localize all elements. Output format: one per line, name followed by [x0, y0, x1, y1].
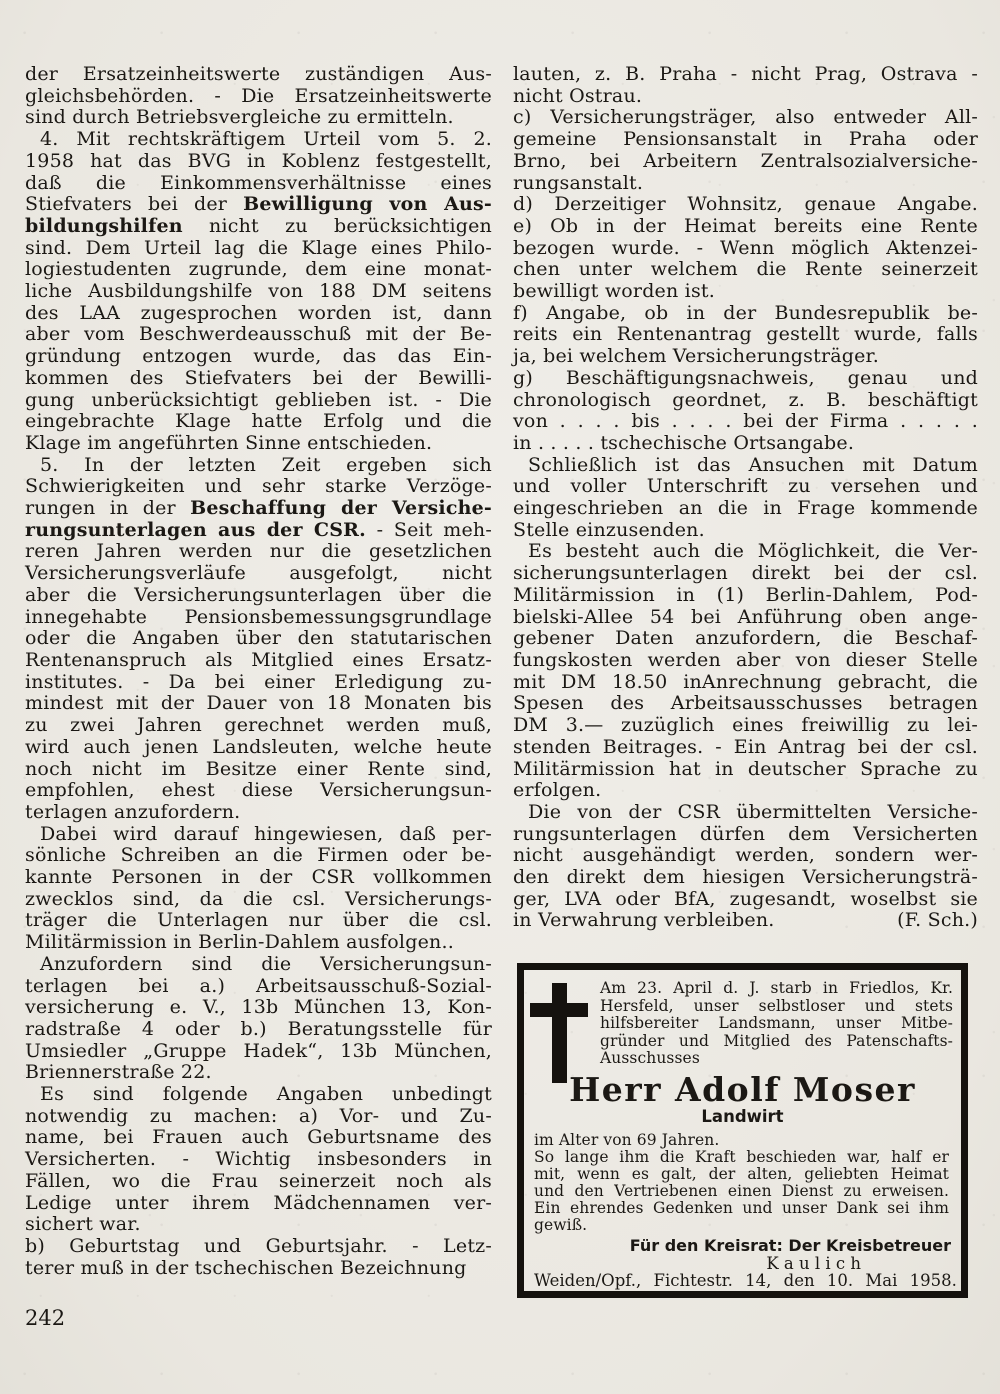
text-line: [25, 433, 492, 455]
text-line: [513, 585, 978, 607]
text-segment: nicht zu berücksichtigen: [182, 214, 492, 237]
bold-text-segment: bildungshilfen: [25, 214, 183, 237]
text-line: [513, 476, 978, 498]
text-line: [600, 1015, 953, 1033]
text-line: [600, 980, 953, 998]
text-line: [513, 910, 978, 932]
text-line: [25, 281, 492, 303]
text-segment: Es sind folgende Angaben unbedingt: [40, 1083, 492, 1106]
text-segment: liche Ausbildungshilfe von 188 DM seitens: [25, 280, 492, 303]
text-segment: Stelle einzusenden.: [513, 518, 705, 541]
text-line: [25, 997, 492, 1019]
text-segment: terlagen bei a.) Arbeitsausschuß-Sozial-: [25, 974, 492, 997]
text-segment: Militärmission in (1) Berlin-Dahlem, Pod-: [513, 583, 978, 606]
text-line: [513, 867, 978, 889]
text-line: [513, 693, 978, 715]
text-segment: So lange ihm die Kraft beschieden war, half er: [534, 1147, 949, 1166]
text-line: [513, 194, 978, 216]
obituary-notice: [517, 963, 968, 1298]
text-segment: e) Ob in der Heimat bereits eine Rente: [513, 214, 978, 237]
obituary-body: [534, 1132, 949, 1234]
signature-name: K a u l i c h: [766, 1253, 861, 1273]
text-line: [513, 650, 978, 672]
text-segment: ja, bei welchem Versicherungsträger.: [513, 345, 879, 368]
text-segment: Dabei wird darauf hingewiesen, daß per-: [40, 822, 492, 845]
text-segment: sichert war.: [25, 1213, 141, 1236]
text-line: [513, 64, 978, 86]
text-segment: Brno, bei Arbeitern Zentralsozialversiche-: [513, 149, 978, 172]
text-segment: in Verwahrung verbleiben.: [513, 909, 775, 932]
text-segment: der Ersatzeinheitswerte zuständigen Aus-: [25, 63, 492, 85]
text-segment: gründer und Mitglied des Patenschafts-: [600, 1031, 953, 1050]
text-segment: terlagen anzufordern.: [25, 800, 241, 823]
text-line: [534, 1149, 949, 1166]
text-line: [25, 954, 492, 976]
text-line: [534, 1183, 949, 1200]
text-segment: fungskosten werden aber von dieser Stelle: [513, 648, 978, 671]
text-line: [25, 455, 492, 477]
text-line: [25, 1214, 492, 1236]
text-line: [513, 607, 978, 629]
text-segment: gemeine Pensionsanstalt in Praha oder: [513, 128, 978, 151]
text-segment: Rentenanspruch als Mitglied eines Ersatz-: [25, 648, 492, 671]
bold-text-segment: rungsunterlagen aus der CSR.: [25, 518, 366, 541]
text-segment: aber vom Beschwerdeausschuß mit der Be-: [25, 323, 492, 346]
text-line: [534, 1217, 949, 1234]
text-segment: aber die Versicherungsunterlagen über die: [25, 583, 492, 606]
text-line: [513, 151, 978, 173]
text-line: [25, 107, 492, 129]
text-line: [513, 715, 978, 737]
text-segment: name, bei Frauen auch Geburtsname des: [25, 1126, 492, 1149]
text-line: [25, 1193, 492, 1215]
text-segment: im Alter von 69 Jahren.: [534, 1130, 720, 1149]
text-segment: rungsanstalt.: [513, 171, 644, 194]
text-segment: versicherung e. V., 13b München 13, Kon-: [25, 996, 492, 1019]
text-segment: erfolgen.: [513, 779, 602, 802]
text-line: [513, 86, 978, 108]
text-line: [25, 1127, 492, 1149]
page-number: 242: [25, 1306, 66, 1330]
text-segment: c) Versicherungsträger, also entweder All-: [513, 106, 978, 129]
text-segment: radstraße 4 oder b.) Beratungsstelle für: [25, 1017, 492, 1040]
text-segment: den direkt dem hiesigen Versicherungsträ-: [513, 866, 978, 889]
text-line: [25, 845, 492, 867]
text-line: [513, 845, 978, 867]
text-segment: terer muß in der tschechischen Bezeichnung: [25, 1256, 467, 1279]
text-line: [600, 1033, 953, 1051]
text-segment: rungen in der: [25, 497, 191, 520]
text-line: [25, 1258, 492, 1280]
text-line: [25, 1171, 492, 1193]
text-segment: und voller Unterschrift zu versehen und: [513, 475, 978, 498]
text-line: [25, 976, 492, 998]
text-segment: 5. In der letzten Zeit ergeben sich: [40, 453, 492, 476]
text-segment: Schwierigkeiten und sehr starke Verzöge-: [25, 475, 492, 498]
text-segment: sind durch Betriebsvergleiche zu ermitteln.: [25, 106, 454, 129]
text-segment: (F. Sch.): [897, 909, 978, 932]
text-segment: Klage im angeführten Sinne entschieden.: [25, 431, 433, 454]
text-line: [25, 672, 492, 694]
cross-horizontal-bar: [530, 1003, 588, 1017]
text-line: [534, 1132, 949, 1149]
text-segment: g) Beschäftigungsnachweis, genau und: [513, 366, 978, 389]
text-segment: logiestudenten zugrunde, dem eine monat-: [25, 258, 492, 281]
text-segment: eingeschrieben an die in Frage kommende: [513, 497, 978, 520]
text-line: [513, 107, 978, 129]
text-line: [25, 303, 492, 325]
text-line: [513, 324, 978, 346]
text-segment: 1958 hat das BVG in Koblenz festgestellt,: [25, 149, 492, 172]
text-segment: empfohlen, ehest diese Versicherungsun-: [25, 779, 492, 802]
text-line: [25, 216, 492, 238]
text-segment: Briennerstraße 22.: [25, 1061, 212, 1084]
text-line: [25, 737, 492, 759]
text-line: [25, 151, 492, 173]
text-line: [25, 129, 492, 151]
text-segment: Schließlich ist das Ansuchen mit Datum: [528, 453, 978, 476]
text-segment: b) Geburtstag und Geburtsjahr. - Letz-: [25, 1234, 492, 1257]
text-line: [513, 455, 978, 477]
text-segment: Ein ehrendes Gedenken und unser Dank sei ihm: [534, 1198, 949, 1217]
text-line: [25, 563, 492, 585]
text-line: [25, 824, 492, 846]
text-line: [513, 628, 978, 650]
text-line: [513, 238, 978, 260]
text-line: [25, 932, 492, 954]
text-segment: zu zwei Jahren gerechnet werden muß,: [25, 714, 492, 737]
text-segment: Es besteht auch die Möglichkeit, die Ver-: [528, 540, 978, 563]
text-segment: institutes. - Da bei einer Erledigung zu-: [25, 670, 492, 693]
text-line: [513, 173, 978, 195]
text-line: [25, 1236, 492, 1258]
text-segment: Spesen des Arbeitsausschusses betragen: [513, 692, 978, 715]
text-line: [25, 194, 492, 216]
text-segment: nicht Ostrau.: [513, 84, 643, 107]
bold-text-segment: Bewilligung von Aus-: [243, 193, 493, 216]
text-line: [25, 1149, 492, 1171]
text-line: [25, 889, 492, 911]
text-segment: hilfsbereiter Landsmann, unser Mitbe-: [600, 1014, 953, 1033]
text-segment: gung unberücksichtigt geblieben ist. - Die: [25, 388, 492, 411]
text-line: [513, 259, 978, 281]
text-segment: Militärmission hat in deutscher Sprache zu: [513, 757, 978, 780]
deceased-name: Herr Adolf Moser: [569, 1069, 916, 1109]
text-line: [513, 672, 978, 694]
text-segment: reren Jahren werden nur die gesetzlichen: [25, 540, 492, 563]
text-line: [513, 563, 978, 585]
text-segment: nicht ausgehändigt werden, sondern wer-: [513, 844, 978, 867]
text-segment: Fällen, wo die Frau seinerzeit noch als: [25, 1169, 492, 1192]
text-line: [513, 889, 978, 911]
text-line: [25, 476, 492, 498]
text-segment: chronologisch geordnet, z. B. beschäftigt: [513, 388, 978, 411]
text-line: [534, 1200, 949, 1217]
text-line: [25, 64, 492, 86]
text-segment: d) Derzeitiger Wohnsitz, genaue Angabe.: [513, 193, 978, 216]
text-line: [25, 715, 492, 737]
text-line: [25, 498, 492, 520]
text-segment: bielski-Allee 54 bei Anführung oben ange-: [513, 605, 978, 628]
text-segment: Versicherten. - Wichtig insbesonders in: [25, 1148, 492, 1171]
text-segment: des LAA zugesprochen worden ist, dann: [25, 301, 492, 324]
text-line: [25, 390, 492, 412]
text-segment: innegehabte Pensionsbemessungsgrundlage: [25, 605, 492, 628]
text-segment: Ausschusses: [600, 1049, 700, 1068]
text-line: [25, 693, 492, 715]
memorial-cross-icon: [530, 983, 588, 1083]
text-line: [25, 259, 492, 281]
text-segment: Anzufordern sind die Versicherungsun-: [40, 952, 492, 975]
text-segment: mit DM 18.50 inAnrechnung gebracht, die: [513, 670, 978, 693]
text-segment: wird auch jenen Landsleuten, welche heute: [25, 735, 492, 758]
obituary-intro: [600, 980, 953, 1068]
text-line: [25, 910, 492, 932]
text-line: [513, 390, 978, 412]
text-segment: von . . . . bis . . . . bei der Firma . . . . .: [513, 410, 978, 433]
text-segment: kommen des Stiefvaters bei der Bewilli-: [25, 366, 492, 389]
left-column: [25, 64, 492, 1279]
text-line: [25, 1041, 492, 1063]
text-segment: rungsunterlagen dürfen dem Versicherten: [513, 822, 978, 845]
text-segment: bezogen wurde. - Wenn möglich Aktenzei-: [513, 236, 978, 259]
text-line: [513, 281, 978, 303]
text-line: [534, 1166, 949, 1183]
text-line: [25, 1084, 492, 1106]
text-line: [25, 520, 492, 542]
text-line: [513, 368, 978, 390]
text-line: [25, 628, 492, 650]
text-segment: sönliche Schreiben an die Firmen oder be-: [25, 844, 492, 867]
text-segment: mindest mit der Dauer von 18 Monaten bis: [25, 692, 492, 715]
text-segment: chen unter welchem die Rente seinerzeit: [513, 258, 978, 281]
text-segment: in . . . . . tschechische Ortsangabe.: [513, 431, 855, 454]
text-segment: ger, LVA oder BfA, zugesandt, woselbst sie: [513, 887, 978, 910]
text-segment: gewiß.: [534, 1215, 588, 1234]
text-line: [25, 541, 492, 563]
signature-role-line: Für den Kreisrat: Der Kreisbetreuer: [629, 1235, 951, 1255]
text-segment: noch nicht im Besitze einer Rente sind,: [25, 757, 492, 780]
text-segment: Stiefvaters bei der: [25, 193, 244, 216]
text-line: [513, 520, 978, 542]
text-line: [25, 1106, 492, 1128]
text-line: [25, 324, 492, 346]
text-segment: 4. Mit rechtskräftigem Urteil vom 5. 2.: [40, 128, 492, 151]
text-line: [513, 433, 978, 455]
right-column: [513, 64, 978, 932]
text-segment: Die von der CSR übermittelten Versiche-: [528, 800, 978, 823]
text-segment: und den Vertriebenen einen Dienst zu erweisen.: [534, 1181, 949, 1200]
text-line: [25, 86, 492, 108]
text-segment: träger die Unterlagen nur über die csl.: [25, 909, 492, 932]
text-line: [25, 411, 492, 433]
text-line: [25, 780, 492, 802]
text-line: [25, 1019, 492, 1041]
text-segment: Hersfeld, unser selbstloser und stets: [600, 996, 953, 1015]
text-segment: - Seit meh-: [365, 518, 492, 541]
text-segment: eingebrachte Klage hatte Erfolg und die: [25, 410, 492, 433]
text-line: [513, 216, 978, 238]
text-segment: DM 3.— zuzüglich eines freiwillig zu lei-: [513, 714, 978, 737]
text-segment: Ledige unter ihrem Mädchennamen ver-: [25, 1191, 492, 1214]
text-segment: zwecklos sind, da die csl. Versicherungs-: [25, 887, 492, 910]
text-segment: sicherungsunterlagen direkt bei der csl.: [513, 562, 978, 585]
bold-text-segment: Beschaffung der Versiche-: [190, 497, 493, 520]
text-line: [25, 585, 492, 607]
text-segment: f) Angabe, ob in der Bundesrepublik be-: [513, 301, 978, 324]
obituary-dateline: Weiden/Opf., Fichtestr. 14, den 10. Mai 1958.: [534, 1270, 957, 1290]
text-segment: daß die Einkommensverhältnisse eines: [25, 171, 492, 194]
text-segment: Militärmission in Berlin-Dahlem ausfolgen..: [25, 931, 454, 954]
text-line: [25, 759, 492, 781]
text-line: [25, 1062, 492, 1084]
text-line: [25, 607, 492, 629]
text-segment: lauten, z. B. Praha - nicht Prag, Ostrava -: [513, 63, 978, 85]
deceased-occupation: Landwirt: [701, 1106, 784, 1126]
text-line: [600, 998, 953, 1016]
text-segment: Am 23. April d. J. starb in Friedlos, Kr.: [600, 979, 953, 997]
text-line: [25, 368, 492, 390]
text-segment: kannte Personen in der CSR vollkommen: [25, 866, 492, 889]
text-segment: gebener Daten anzufordern, die Beschaf-: [513, 627, 978, 650]
text-line: [513, 780, 978, 802]
text-line: [600, 1050, 953, 1068]
text-line: [25, 650, 492, 672]
text-line: [513, 346, 978, 368]
text-line: [513, 498, 978, 520]
text-line: [513, 541, 978, 563]
text-line: [25, 867, 492, 889]
text-line: [25, 802, 492, 824]
text-segment: notwendig zu machen: a) Vor- und Zu-: [25, 1104, 492, 1127]
text-segment: sind. Dem Urteil lag die Klage eines Philo-: [25, 236, 492, 259]
text-line: [25, 346, 492, 368]
text-line: [25, 173, 492, 195]
text-segment: gleichsbehörden. - Die Ersatzeinheitswerte: [25, 84, 492, 107]
text-line: [513, 802, 978, 824]
text-segment: oder die Angaben über den statutarischen: [25, 627, 492, 650]
text-line: [513, 737, 978, 759]
text-line: [513, 129, 978, 151]
text-segment: stenden Beitrages. - Ein Antrag bei der csl.: [513, 735, 978, 758]
text-line: [513, 303, 978, 325]
text-segment: mit, wenn es galt, der alten, geliebten Heimat: [534, 1164, 949, 1183]
text-segment: Versicherungsverläufe ausgefolgt, nicht: [25, 562, 492, 585]
text-line: [513, 824, 978, 846]
text-segment: Umsiedler „Gruppe Hadek“, 13b München,: [25, 1039, 492, 1062]
text-segment: gründung entzogen wurde, das das Ein-: [25, 345, 492, 368]
cross-vertical-bar: [552, 983, 567, 1083]
text-segment: bewilligt worden ist.: [513, 280, 715, 303]
text-line: [513, 411, 978, 433]
text-line: [25, 238, 492, 260]
text-segment: reits ein Rentenantrag gestellt wurde, falls: [513, 323, 978, 346]
text-line: [513, 759, 978, 781]
